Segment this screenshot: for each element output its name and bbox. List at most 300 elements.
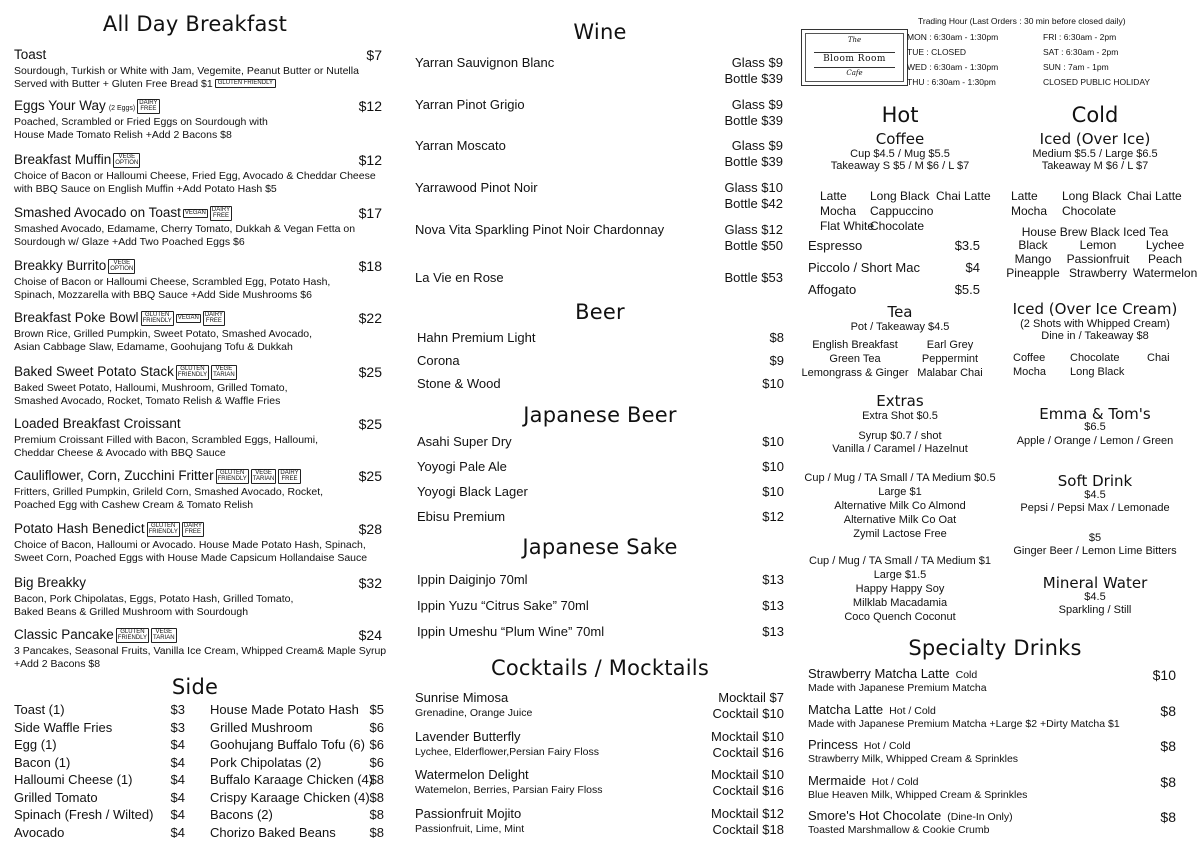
ice-cream-option: Chocolate [1070,352,1120,364]
wine-title: Wine [573,20,627,44]
cafe-logo: The Bloom Room Cafe [801,29,908,86]
desc-text: Premium Croissant Filled with Bacon, Scrambled Eggs, Halloumi, [14,434,319,446]
side-item-price: $8 [369,807,384,822]
specialty-temp: Hot / Cold [863,740,911,752]
ice-cream-option: Coffee [1013,352,1046,364]
emma-toms-items: Apple / Orange / Lemon / Green [1016,435,1174,447]
milk-option: Zymil Lactose Free [853,528,947,540]
desc-text: Sourdough, Turkish or White with Jam, Vegemite, Peanut Butter or Nutella [14,65,359,77]
desc-text: Cheddar Cheese & Avocado with BBQ Sauce [14,446,226,459]
mineral-water-price: $4.5 [1084,591,1106,603]
breakfast-item-desc [14,645,387,658]
beer-item-price: $9 [769,353,784,368]
breakfast-item-desc [14,434,384,447]
side-item-name: Halloumi Cheese (1) [14,772,133,787]
side-item-price: $4 [170,737,185,752]
specialty-desc: Toasted Marshmallow & Cookie Crumb [808,824,990,836]
iced-tea-option: Mango [1014,252,1052,266]
trading-day: TUE : CLOSED [907,47,967,57]
side-item-name: Egg (1) [14,737,57,752]
diet-badge: GLUTEN FRIENDLY [148,522,178,536]
cocktail-price: Mocktail $10 [711,728,784,744]
cocktail-name: Lavender Butterfly [415,728,521,744]
iced-tea-title: House Brew Black Iced Tea [1021,225,1169,239]
tea-title: Tea [887,303,913,321]
desc-text: +Add 2 Bacons $8 [14,657,101,670]
item-name: Breakky Burrito [14,258,107,273]
diet-badge: GLUTEN FRIENDLY [177,365,208,379]
diet-badge: GLUTEN FRIENDLY [142,311,172,325]
diet-badge: GLUTEN FRIENDLY [215,79,276,88]
breakfast-item-desc [14,395,384,408]
cocktail-desc: Grenadine, Orange Juice [415,707,533,719]
breakfast-item-desc [14,486,384,499]
breakfast-item-price: $25 [358,416,382,432]
sake-item-price: $13 [762,572,784,587]
wine-price: Glass $9 [731,138,783,153]
breakfast-item-desc [14,236,384,249]
item-name: Toast [14,47,47,62]
side-item-price: $6 [369,737,384,752]
side-item-price: $5 [369,702,384,717]
diet-badge: VEGE OPTION [115,153,139,167]
item-name: Potato Hash Benedict [14,521,145,536]
cocktail-name: Passionfruit Mojito [415,805,522,821]
specialty-price: $10 [1152,667,1176,683]
trading-day: FRI : 6:30am - 2pm [1043,32,1117,42]
iced-title: Iced (Over Ice) [1039,130,1151,148]
extras-item: Extra Shot $0.5 [862,410,938,422]
desc-text: Poached Egg with Cashew Cream & Tomato Relish [14,498,254,511]
emma-toms-title: Emma & Tom's [1039,405,1151,423]
diet-badge: VEGE TARIAN [153,628,175,642]
cocktail-desc: Lychee, Elderflower,Persian Fairy Floss [415,745,600,758]
milk-option: Milklab Macadamia [852,597,948,609]
specialty-price: $8 [1160,702,1176,719]
milk-option: Coco Quench Coconut [844,611,956,623]
tea-option: Lemongrass & Ginger [801,367,909,379]
side-item-price: $3 [170,719,185,735]
item-name: Classic Pancake [14,627,114,642]
coffee-option: Chocolate [870,219,925,233]
hot-item-name: Piccolo / Short Mac [808,260,920,275]
desc-text: Fritters, Grilled Pumpkin, Grileld Corn, Smashed Avocado, Rocket, [14,486,324,498]
wine-price: Glass $9 [731,97,783,112]
breakfast-item-desc [14,170,384,183]
desc-text: Served with Butter + Gluten Free Bread $1 [14,77,213,90]
japanese-sake-title: Japanese Sake [522,535,678,559]
breakfast-item-name [14,310,344,326]
diet-badge: VEGAN [184,210,206,217]
side-item-price: $4 [170,754,185,770]
milk-option: Large $1 [878,486,922,498]
wine-price: Glass $10 [724,180,783,195]
side-item-price: $8 [369,824,384,840]
side-item-price: $4 [170,789,185,805]
breakfast-item-name [14,47,344,62]
diet-badge: DAIRY FREE [139,99,158,113]
cocktail-price: Cocktail $16 [712,744,784,760]
item-name: Eggs Your Way [14,98,106,113]
iced-option: Chai Latte [1127,189,1182,203]
breakfast-item-desc [14,658,384,671]
trading-day: SAT : 6:30am - 2pm [1043,47,1119,57]
breakfast-item-desc [14,65,384,78]
side-item-price: $4 [170,807,185,822]
ice-cream-sub: Dine in / Takeaway $8 [1041,330,1149,342]
wine-name: Yarran Moscato [415,138,506,153]
cocktail-desc: Passionfruit, Lime, Mint [415,822,525,835]
iced-tea-option: Passionfruit [1066,252,1130,266]
breakfast-item-desc [14,78,384,91]
breakfast-item-price: $32 [358,575,382,591]
cocktail-price: Cocktail $16 [712,783,784,798]
coffee-option: Mocha [820,204,857,218]
breakfast-item-desc [14,593,384,606]
specialty-name: Mermaide [808,772,866,788]
cocktails-title: Cocktails / Mocktails [491,656,709,680]
breakfast-item-desc [14,328,384,341]
side-item-name: Bacon (1) [14,754,71,770]
breakfast-item-name [14,627,344,643]
breakfast-item-name [14,521,344,537]
cocktail-desc: Watemelon, Berries, Parsian Fairy Floss [415,784,603,796]
milk-option: Alternative Milk Co Almond [834,500,966,512]
cocktail-price: Cocktail $10 [712,706,784,721]
breakfast-item-desc [14,539,384,552]
wine-name: Nova Vita Sparkling Pinot Noir Chardonnay [415,222,665,237]
desc-text: Choice of Bacon, Halloumi or Avocado. House Made Potato Hash, Spinach, [14,539,366,551]
breakfast-item-name [14,152,344,168]
tea-option: Malabar Chai [917,367,983,379]
iced-sizes: Medium $5.5 / Large $6.5 [1032,148,1158,160]
jbeer-item-name: Yoyogi Black Lager [417,484,528,499]
diet-badge: GLUTEN FRIENDLY [217,469,247,483]
soft-drink-items: Ginger Beer / Lemon Lime Bitters [1013,545,1177,557]
mineral-water-items: Sparkling / Still [1058,604,1132,616]
trading-day: CLOSED PUBLIC HOLIDAY [1043,77,1151,87]
breakfast-item-desc [14,606,384,619]
breakfast-item-desc [14,552,384,565]
beer-item-name: Hahn Premium Light [417,330,536,345]
breakfast-item-name [14,468,344,484]
cold-title: Cold [1071,103,1119,127]
desc-text: Poached, Scrambled or Fried Eggs on Sourdough with [14,116,268,128]
milk-option: Large $1.5 [873,569,927,581]
desc-text: Smashed Avocado, Edamame, Cherry Tomato, Dukkah & Vegan Fetta on [14,223,356,235]
breakfast-item-price: $22 [358,310,382,326]
wine-price: Glass $9 [731,55,783,70]
iced-sizes: Takeaway M $6 / L $7 [1041,160,1149,172]
coffee-option: Flat White [820,219,875,233]
wine-name: Yarrawood Pinot Noir [415,180,538,195]
japanese-beer-title: Japanese Beer [523,403,677,427]
wine-name: La Vie en Rose [415,270,504,285]
item-note: (2 Eggs) [108,105,136,112]
side-title: Side [171,675,219,699]
beer-item-price: $10 [762,376,784,391]
jbeer-item-name: Yoyogi Pale Ale [417,459,507,474]
tea-option: English Breakfast [812,339,898,351]
trading-day: MON : 6:30am - 1:30pm [907,32,999,42]
desc-text: Choise of Bacon or Halloumi Cheese, Scrambled Egg, Potato Hash, [14,276,331,288]
coffee-option: Latte [820,189,847,203]
tea-option: Peppermint [921,353,979,365]
desc-text: Baked Beans & Grilled Mushroom with Sourdough [14,605,249,618]
hot-title: Hot [881,103,919,127]
breakfast-item-desc [14,129,384,142]
extras-item: Vanilla / Caramel / Hazelnut [832,443,968,455]
specialty-item [808,807,1013,825]
side-item-price: $8 [369,772,384,787]
cocktail-price: Cocktail $18 [712,821,784,837]
specialty-name: Strawberry Matcha Latte [808,666,950,681]
breakfast-item-desc [14,183,384,196]
breakfast-item-desc [14,116,384,129]
desc-text: Baked Sweet Potato, Halloumi, Mushroom, Grilled Tomato, [14,382,288,394]
breakfast-item-price: $28 [358,521,382,537]
iced-option: Mocha [1011,204,1048,218]
side-item-name: Toast (1) [14,702,65,717]
desc-text: Asian Cabbage Slaw, Edamame, Goohujang Tofu & Dukkah [14,340,293,353]
side-item-name: Side Waffle Fries [14,719,113,735]
sake-item-name: Ippin Umeshu “Plum Wine” 70ml [417,624,605,639]
trading-hours-title: Trading Hour (Last Orders : 30 min before closed daily) [918,16,1126,26]
iced-option: Latte [1011,189,1038,203]
specialty-title: Specialty Drinks [908,636,1082,660]
milk-option: Cup / Mug / TA Small / TA Medium $0.5 [804,472,996,484]
trading-day: THU : 6:30am - 1:30pm [907,77,996,87]
trading-day: WED : 6:30am - 1:30pm [907,62,999,72]
milk-option: Alternative Milk Co Oat [843,514,957,526]
desc-text: with BBQ Sauce on English Muffin +Add Potato Hash $5 [14,182,277,195]
item-name: Smashed Avocado on Toast [14,205,181,220]
specialty-price: $8 [1160,809,1176,825]
ice-cream-option: Long Black [1070,366,1125,378]
diet-badge: DAIRY FREE [211,206,231,220]
side-item-price: $4 [170,772,185,787]
breakfast-item-name [14,98,344,114]
sake-item-price: $13 [762,624,784,639]
cocktail-price: Mocktail $7 [718,690,784,705]
specialty-desc: Made with Japanese Premium Matcha [808,682,987,694]
specialty-temp: (Dine-In Only) [947,811,1013,823]
breakfast-item-name [14,258,344,274]
mineral-water-title: Mineral Water [1042,574,1148,592]
wine-price: Bottle $53 [724,270,783,285]
item-name: Big Breakky [14,575,87,590]
wine-price: Bottle $42 [724,196,783,211]
wine-price: Bottle $50 [724,238,783,253]
ice-cream-sub: (2 Shots with Whipped Cream) [1020,318,1170,330]
ice-cream-option: Chai [1147,352,1170,364]
iced-option: Chocolate [1062,204,1117,218]
breakfast-item-desc [14,382,384,395]
diet-badge: VEGE TARIAN [252,469,275,483]
iced-tea-option: Black [1018,238,1048,252]
breakfast-item-desc [14,223,384,236]
breakfast-item-price: $12 [358,152,382,168]
iced-tea-option: Strawberry [1068,266,1127,280]
desc-text: House Made Tomato Relish +Add 2 Bacons $8 [14,128,232,141]
side-item-name: Chorizo Baked Beans [210,824,336,840]
side-item-name: Spinach (Fresh / Wilted) [14,807,154,822]
breakfast-item-name [14,364,344,380]
item-name: Breakfast Muffin [14,152,112,167]
beer-item-price: $8 [769,330,784,345]
side-item-price: $3 [170,702,185,717]
coffee-title: Coffee [875,130,925,148]
desc-text: Bacon, Pork Chipolatas, Eggs, Potato Hash, Grilled Tomato, [14,593,294,605]
side-item-name: Avocado [14,824,65,840]
iced-option: Long Black [1062,189,1122,203]
trading-day: SUN : 7am - 1pm [1043,62,1109,72]
tea-option: Green Tea [829,353,881,365]
breakfast-item-price: $18 [358,258,382,274]
jbeer-item-name: Asahi Super Dry [417,434,512,449]
milk-option: Cup / Mug / TA Small / TA Medium $1 [809,555,991,567]
diet-badge: DAIRY FREE [204,311,224,325]
desc-text: Smashed Avocado, Rocket, Tomato Relish & Waffle Fries [14,394,281,407]
breakfast-item-desc [14,341,384,354]
extras-item: Syrup $0.7 / shot [858,430,942,442]
breakfast-item-price: $17 [358,205,382,221]
specialty-item [808,772,918,790]
specialty-name: Smore's Hot Chocolate [808,808,942,823]
side-item-name: Grilled Tomato [14,789,98,805]
beer-item-name: Corona [417,353,460,368]
milk-option: Happy Happy Soy [855,583,945,595]
iced-tea-option: Pineapple [1006,266,1060,280]
jbeer-item-price: $10 [762,484,784,499]
wine-price: Glass $12 [724,222,783,237]
breakfast-item-desc [14,276,384,289]
cocktail-price: Mocktail $10 [711,767,784,782]
diet-badge: DAIRY FREE [280,469,299,483]
sake-item-name: Ippin Daiginjo 70ml [417,572,528,587]
desc-text: Choice of Bacon or Halloumi Cheese, Fried Egg, Avocado & Cheddar Cheese [14,170,376,182]
breakfast-item-name [14,575,344,590]
iced-tea-option: Watermelon [1133,266,1198,280]
diet-badge: VEGAN [177,315,199,322]
specialty-name: Princess [808,737,858,752]
iced-tea-option: Lemon [1079,238,1117,252]
ice-cream-title: Iced (Over Ice Cream) [1012,300,1178,318]
specialty-temp: Hot / Cold [889,704,936,717]
side-item-price: $6 [369,719,384,735]
emma-toms-price: $6.5 [1084,421,1106,433]
jbeer-item-price: $10 [762,434,784,449]
cocktail-price: Mocktail $12 [711,805,784,821]
specialty-desc: Made with Japanese Premium Matcha +Large $2 +Dirty Matcha $1 [808,717,1120,730]
coffee-sizes: Takeaway S $5 / M $6 / L $7 [830,160,970,172]
soft-drink-price: $5 [1088,532,1102,544]
sake-item-name: Ippin Yuzu “Citrus Sake” 70ml [417,598,589,613]
jbeer-item-price: $12 [762,509,784,524]
iced-tea-option: Lychee [1145,238,1185,252]
jbeer-item-name: Ebisu Premium [417,509,506,524]
coffee-option: Chai Latte [936,189,991,203]
desc-text: Brown Rice, Grilled Pumpkin, Sweet Potato, Smashed Avocado, [14,328,313,340]
breakfast-item-desc [14,289,384,302]
item-name: Breakfast Poke Bowl [14,310,139,325]
breakfast-item-desc [14,499,384,512]
breakfast-item-price: $7 [366,47,382,63]
side-item-name: Bacons (2) [210,807,273,822]
item-name: Loaded Breakfast Croissant [14,416,181,431]
hot-item-price: $5.5 [954,282,980,297]
breakfast-item-name [14,205,344,221]
side-item-price: $6 [369,754,384,770]
cocktail-name: Watermelon Delight [415,767,529,782]
jbeer-item-price: $10 [762,459,784,474]
specialty-item [808,665,977,683]
specialty-desc: Strawberry Milk, Whipped Cream & Sprinkles [808,753,1019,765]
tea-option: Earl Grey [926,339,974,351]
wine-price: Bottle $39 [724,113,783,128]
coffee-option: Cappuccino [870,204,934,218]
breakfast-item-desc [14,447,384,460]
wine-price: Bottle $39 [724,154,783,169]
iced-tea-option: Peach [1147,252,1183,266]
beer-title: Beer [575,300,625,324]
desc-text: Sweet Corn, Poached Eggs with House Made Capsicum Hollandaise Sauce [14,551,368,564]
side-item-price: $8 [369,789,384,805]
side-item-name: Buffalo Karaage Chicken (4) [210,772,374,787]
side-item-name: Grilled Mushroom [210,719,313,735]
specialty-temp: Hot / Cold [871,775,919,788]
desc-text: Sourdough w/ Glaze +Add Two Poached Eggs $6 [14,235,245,248]
wine-name: Yarran Pinot Grigio [415,97,525,112]
wine-name: Yarran Sauvignon Blanc [415,55,555,70]
side-item-price: $4 [170,824,185,840]
desc-text: Spinach, Mozzarella with BBQ Sauce +Add Side Mushrooms $6 [14,288,312,301]
side-item-name: Goohujang Buffalo Tofu (6) [210,737,365,752]
breakfast-item-name [14,416,344,431]
tea-price: Pot / Takeaway $4.5 [850,321,950,333]
specialty-name: Matcha Latte [808,701,884,717]
extras-title: Extras [876,392,924,410]
coffee-sizes: Cup $4.5 / Mug $5.5 [850,148,950,160]
soft-drink-price: $4.5 [1084,489,1106,501]
side-item-name: House Made Potato Hash [210,702,359,717]
breakfast-item-price: $24 [358,627,382,643]
specialty-price: $8 [1160,738,1176,754]
wine-price: Bottle $39 [724,71,783,86]
diet-badge: VEGE TARIAN [213,365,235,379]
hot-item-price: $4 [965,260,980,275]
item-name: Cauliflower, Corn, Zucchini Fritter [14,468,214,483]
hot-item-price: $3.5 [954,238,980,253]
hot-item-name: Espresso [808,238,863,253]
diet-badge: VEGE OPTION [110,259,134,273]
coffee-option: Long Black [870,189,930,203]
specialty-temp: Cold [955,669,978,681]
desc-text: 3 Pancakes, Seasonal Fruits, Vanilla Ice Cream, Whipped Cream& Maple Syrup [14,645,387,657]
side-item-name: Pork Chipolatas (2) [210,754,322,770]
soft-drink-title: Soft Drink [1057,472,1133,490]
beer-item-name: Stone & Wood [417,376,501,391]
ice-cream-option: Mocha [1013,366,1047,378]
specialty-item [808,736,911,754]
hot-item-name: Affogato [808,282,857,297]
specialty-price: $8 [1160,773,1176,790]
breakfast-item-price: $25 [358,468,382,484]
cocktail-name: Sunrise Mimosa [415,690,509,705]
diet-badge: GLUTEN FRIENDLY [117,628,148,642]
breakfast-item-price: $12 [358,98,382,114]
item-name: Baked Sweet Potato Stack [14,364,174,379]
